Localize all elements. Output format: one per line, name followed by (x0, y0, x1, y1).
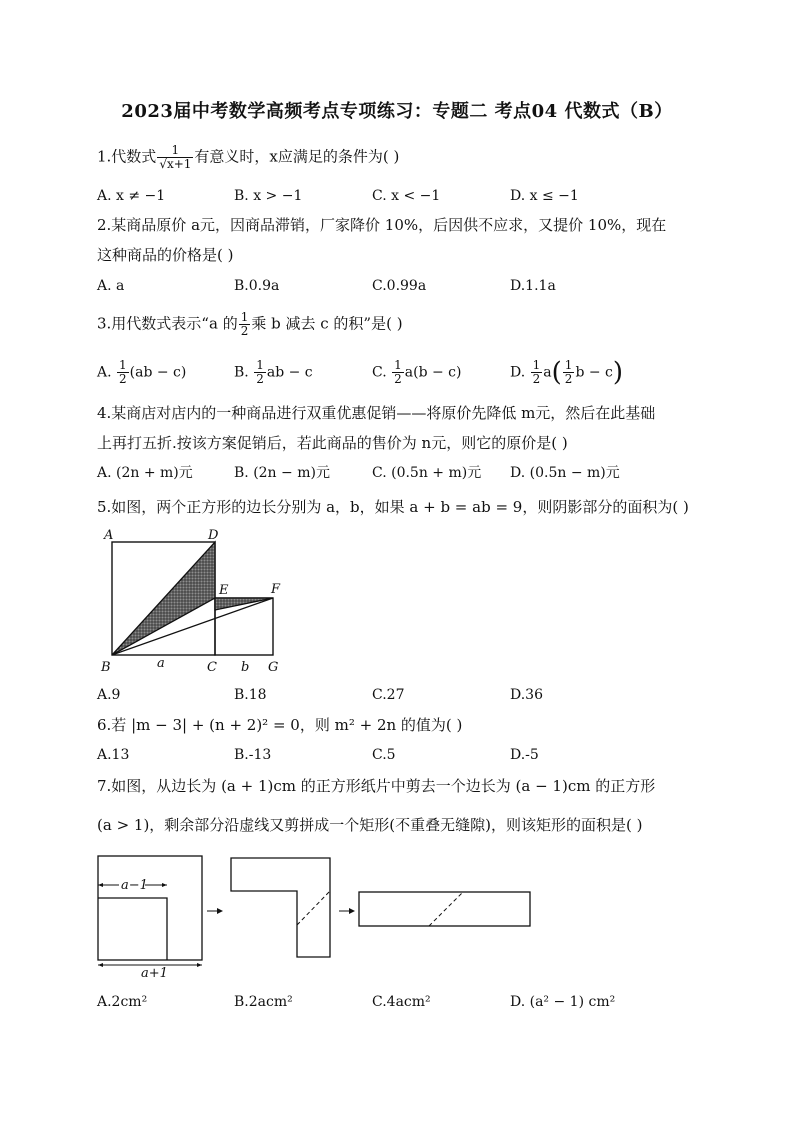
q1-option-a: A. x ≠ −1 (97, 188, 166, 204)
q4-option-d: D. (0.5n − m)元 (510, 465, 620, 481)
outer-square (98, 856, 202, 960)
q4-option-b: B. (2n − m)元 (234, 465, 330, 481)
page-title: 2023届中考数学高频考点专项练习：专题二 考点04 代数式（B） (121, 101, 673, 122)
q3-option-c: C. $\frac{1}{2}$ a(b − c) (372, 358, 462, 386)
q7-option-c: C.4acm² (372, 994, 431, 1010)
q3-option-d: D. $\frac{1}{2}$ a( $\frac{1}{2}$ b − c) (510, 357, 624, 388)
label-a-point: A (104, 528, 114, 543)
q5-squares-figure (97, 525, 297, 675)
q5-option-b: B.18 (234, 687, 267, 703)
q4-line-2: 上再打五折.按该方案促销后，若此商品的售价为 n元，则它的原价是( ) (97, 434, 568, 452)
q3-suffix: 乘 b 减去 c 的积”是( ) (251, 314, 403, 333)
label-side-a: a (157, 656, 165, 671)
final-rectangle (359, 892, 530, 926)
q1-option-b: B. x > −1 (234, 188, 303, 204)
q7-option-b: B.2acm² (234, 994, 293, 1010)
q2-option-c: C.0.99a (372, 278, 427, 294)
q3-option-a: A. $\frac{1}{2}$ (ab − c) (97, 358, 187, 386)
cut-line-2 (429, 892, 463, 926)
q1-option-d: D. x ≤ −1 (510, 188, 579, 204)
q4-option-a: A. (2n + m)元 (97, 465, 193, 481)
q5-option-d: D.36 (510, 687, 543, 703)
label-f-point: F (271, 582, 281, 597)
q1-option-c: C. x < −1 (372, 188, 441, 204)
question-3 (97, 311, 403, 338)
q6-line-1: 6.若 |m − 3| + (n + 2)² = 0，则 m² + 2n 的值为( ) (97, 716, 463, 734)
q7-option-a: A.2cm² (97, 994, 148, 1010)
q6-option-d: D.-5 (510, 747, 539, 763)
q7-line-1: 7.如图，从边长为 (a + 1)cm 的正方形纸片中剪去一个边长为 (a − 1)cm 的正方形 (97, 777, 656, 795)
label-side-b: b (241, 660, 250, 675)
label-a-minus-1: a−1 (121, 878, 148, 893)
q1-fraction: $\frac{1}{√x+1}$ (159, 143, 192, 171)
q2-line-2: 这种商品的价格是( ) (97, 246, 234, 264)
q4-line-1: 4.某商店对店内的一种商品进行双重优惠促销——将原价先降低 m元，然后在此基础 (97, 404, 656, 422)
inner-square-edge (98, 898, 167, 960)
q5-option-c: C.27 (372, 687, 405, 703)
shaded-triangle-bde (112, 542, 215, 655)
label-g-point: G (268, 660, 279, 675)
label-c-point: C (207, 660, 217, 675)
label-e-point: E (219, 583, 229, 598)
q5-line-1: 5.如图，两个正方形的边长分别为 a，b，如果 a + b = ab = 9，则阴影部分的面积为( ) (97, 498, 689, 516)
q2-option-b: B.0.9a (234, 278, 280, 294)
q2-option-a: A. a (97, 278, 125, 294)
label-d-point: D (208, 528, 219, 543)
q1-suffix: 有意义时，x应满足的条件为( ) (194, 147, 400, 166)
q1-prefix: 1.代数式 (97, 147, 157, 166)
question-1 (97, 144, 399, 171)
q3-fraction: $\frac{1}{2}$ (240, 310, 249, 338)
q6-option-b: B.-13 (234, 747, 272, 763)
q4-option-c: C. (0.5n + m)元 (372, 465, 482, 481)
cut-line-1 (297, 891, 330, 925)
q2-line-1: 2.某商品原价 a元，因商品滞销，厂家降价 10%，后因供不应求，又提价 10%，现在 (97, 216, 667, 234)
q3-prefix: 3.用代数式表示“a 的 (97, 314, 238, 333)
q7-cut-paste-figure (97, 855, 537, 980)
label-b-point: B (101, 660, 111, 675)
q6-option-a: A.13 (97, 747, 130, 763)
q7-option-d: D. (a² − 1) cm² (510, 994, 616, 1010)
l-shaped-piece (231, 858, 330, 957)
label-a-plus-1: a+1 (141, 966, 168, 981)
q3-option-b: B. $\frac{1}{2}$ ab − c (234, 358, 313, 386)
q5-option-a: A.9 (97, 687, 121, 703)
q6-option-c: C.5 (372, 747, 396, 763)
q7-line-2: (a > 1)，剩余部分沿虚线又剪拼成一个矩形(不重叠无缝隙)，则该矩形的面积是( ) (97, 816, 643, 834)
q2-option-d: D.1.1a (510, 278, 556, 294)
